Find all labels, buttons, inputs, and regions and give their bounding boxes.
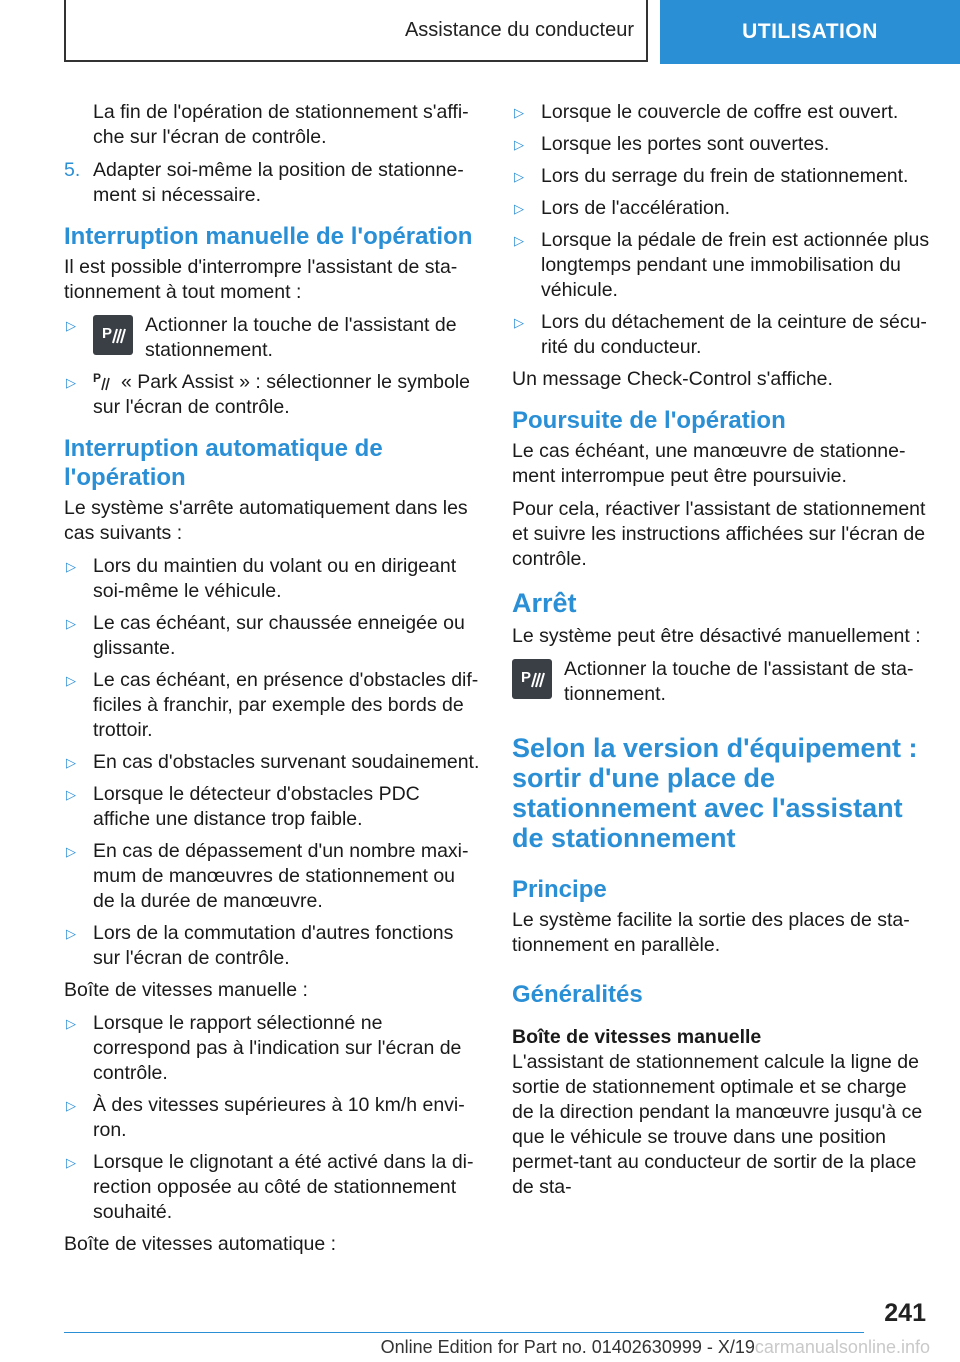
park-assist-button-icon — [512, 659, 552, 699]
list-item — [512, 228, 930, 303]
list-item — [64, 313, 482, 363]
right-column — [512, 100, 930, 1208]
triangle-right-icon: ▷ — [514, 201, 524, 216]
triangle-right-icon: ▷ — [66, 318, 76, 333]
list-item — [64, 1011, 482, 1086]
triangle-right-icon: ▷ — [66, 1098, 76, 1113]
manual-list — [64, 313, 482, 420]
principle-text: Le système facilite la sortie des places de sta-tionnement en parallèle. — [512, 909, 910, 956]
footer-divider — [64, 1332, 864, 1333]
manual-intro: Il est possible d'interrompre l'assistant de sta-tionnement à tout moment : — [64, 256, 458, 303]
list-item-text: Lorsque le rapport sélectionné ne correspond pas à l'indication sur l'écran de contrôle. — [93, 1012, 462, 1084]
list-item-text: En cas d'obstacles survenant soudainement. — [93, 751, 480, 773]
continue-text-1: Le cas échéant, une manœuvre de stationne-ment interrompue peut être poursuivie. — [512, 440, 906, 487]
svg-text:P: P — [102, 325, 113, 342]
step-text: Adapter soi-même la position de stationne-ment si nécessaire. — [93, 159, 464, 206]
manual-gear-list — [64, 1011, 482, 1225]
list-item-text: Le cas échéant, en présence d'obstacles dif-ficiles à franchir, par exemple des bords de trottoir. — [93, 669, 479, 741]
heading-continue: Poursuite de l'opération — [512, 407, 786, 434]
triangle-right-icon: ▷ — [514, 233, 524, 248]
stop-instruction-text: Actionner la touche de l'assistant de sta-tionnement. — [564, 658, 914, 705]
svg-text:P: P — [521, 669, 532, 686]
park-assist-button-icon — [93, 315, 133, 355]
step-5 — [64, 158, 482, 208]
list-item-text: « Park Assist » : sélectionner le symbole sur l'écran de contrôle. — [93, 371, 470, 418]
triangle-right-icon: ▷ — [66, 787, 76, 802]
triangle-right-icon: ▷ — [514, 315, 524, 330]
edition-text: Online Edition for Part no. 01402630999 - X/19 — [380, 1337, 755, 1357]
list-item — [512, 164, 930, 189]
watermark: carmanualsonline.info — [754, 1337, 930, 1357]
section-title: Assistance du conducteur — [64, 0, 648, 62]
list-item — [512, 310, 930, 360]
list-item — [64, 554, 482, 604]
triangle-right-icon: ▷ — [66, 559, 76, 574]
list-item-text: Actionner la touche de l'assistant de stationnement. — [145, 314, 457, 361]
heading-manual-interruption: Interruption manuelle de l'opération — [64, 223, 473, 250]
auto-list — [64, 554, 482, 971]
step-number: 5. — [64, 159, 81, 181]
continuation-text: La fin de l'opération de stationnement s'affi-che sur l'écran de contrôle. — [93, 101, 469, 148]
heading-exit-parking: Selon la version d'équipement : sortir d'une place de stationnement avec l'assistant de stationnement — [512, 733, 918, 853]
list-item — [512, 132, 930, 157]
list-item — [64, 370, 482, 420]
auto-gear-list — [512, 100, 930, 360]
list-item-text: Lorsque le clignotant a été activé dans la di-rection opposée au côté de stationnement souhaité. — [93, 1151, 474, 1223]
triangle-right-icon: ▷ — [66, 616, 76, 631]
heading-general: Généralités — [512, 981, 643, 1008]
heading-auto-interruption: Interruption automatique de l'opération — [64, 435, 383, 491]
list-item-text: Lors de la commutation d'autres fonctions sur l'écran de contrôle. — [93, 922, 454, 969]
manual-gear-label: Boîte de vitesses manuelle : — [64, 979, 308, 1001]
list-item-text: Lors de l'accélération. — [541, 197, 731, 219]
triangle-right-icon: ▷ — [66, 755, 76, 770]
triangle-right-icon: ▷ — [514, 105, 524, 120]
triangle-right-icon: ▷ — [66, 844, 76, 859]
triangle-right-icon: ▷ — [66, 673, 76, 688]
list-item — [64, 921, 482, 971]
list-item-text: À des vitesses supérieures à 10 km/h envi-ron. — [93, 1094, 465, 1141]
list-item-text: Lors du détachement de la ceinture de sécu-rité du conducteur. — [541, 311, 927, 358]
triangle-right-icon: ▷ — [66, 1016, 76, 1031]
list-item — [64, 611, 482, 661]
chapter-tab: UTILISATION — [660, 0, 960, 64]
subheading-manual-gear: Boîte de vitesses manuelle — [512, 1026, 762, 1048]
list-item — [64, 668, 482, 743]
auto-gear-label: Boîte de vitesses automatique : — [64, 1233, 337, 1255]
list-item-text: Lors du maintien du volant ou en dirigeant soi-même le véhicule. — [93, 555, 457, 602]
svg-text:P: P — [93, 371, 102, 385]
list-item — [512, 196, 930, 221]
list-item-text: Lorsque la pédale de frein est actionnée plus longtemps pendant une immobilisation du véhicule. — [541, 229, 930, 301]
heading-principle: Principe — [512, 876, 607, 903]
list-item-text: En cas de dépassement d'un nombre maxi-mum de manœuvres de stationnement ou de la durée de manœuvre. — [93, 840, 469, 912]
left-column — [64, 100, 482, 1265]
triangle-right-icon: ▷ — [514, 137, 524, 152]
footer-edition — [381, 1337, 930, 1358]
list-item — [64, 750, 482, 775]
list-item — [64, 1150, 482, 1225]
stop-instruction — [512, 657, 930, 707]
page-header — [64, 0, 960, 64]
check-control-text: Un message Check-Control s'affiche. — [512, 368, 833, 390]
triangle-right-icon: ▷ — [514, 169, 524, 184]
stop-text: Le système peut être désactivé manuellement : — [512, 625, 921, 647]
triangle-right-icon: ▷ — [66, 1155, 76, 1170]
general-text: L'assistant de stationnement calcule la ligne de sortie de stationnement optimale et se charge de la direction pendant la manœuvre jusqu'à ce que le véhicule se trouve dans une position permet-tant au conducteur de sortir de la place de sta- — [512, 1051, 923, 1198]
list-item-text: Lorsque les portes sont ouvertes. — [541, 133, 830, 155]
auto-intro: Le système s'arrête automatiquement dans les cas suivants : — [64, 497, 468, 544]
list-item-text: Lorsque le couvercle de coffre est ouvert. — [541, 101, 899, 123]
list-item — [64, 839, 482, 914]
list-item-text: Lors du serrage du frein de stationnement. — [541, 165, 909, 187]
page-number: 241 — [884, 1299, 926, 1327]
list-item — [64, 1093, 482, 1143]
list-item — [512, 100, 930, 125]
continue-text-2: Pour cela, réactiver l'assistant de stationnement et suivre les instructions affichées sur l'écran de contrôle. — [512, 498, 926, 570]
triangle-right-icon: ▷ — [66, 926, 76, 941]
triangle-right-icon: ▷ — [66, 375, 76, 390]
park-assist-symbol-icon — [93, 370, 113, 392]
list-item-text: Le cas échéant, sur chaussée enneigée ou glissante. — [93, 612, 465, 659]
list-item — [64, 782, 482, 832]
heading-stop: Arrêt — [512, 588, 577, 618]
list-item-text: Lorsque le détecteur d'obstacles PDC affiche une distance trop faible. — [93, 783, 420, 830]
